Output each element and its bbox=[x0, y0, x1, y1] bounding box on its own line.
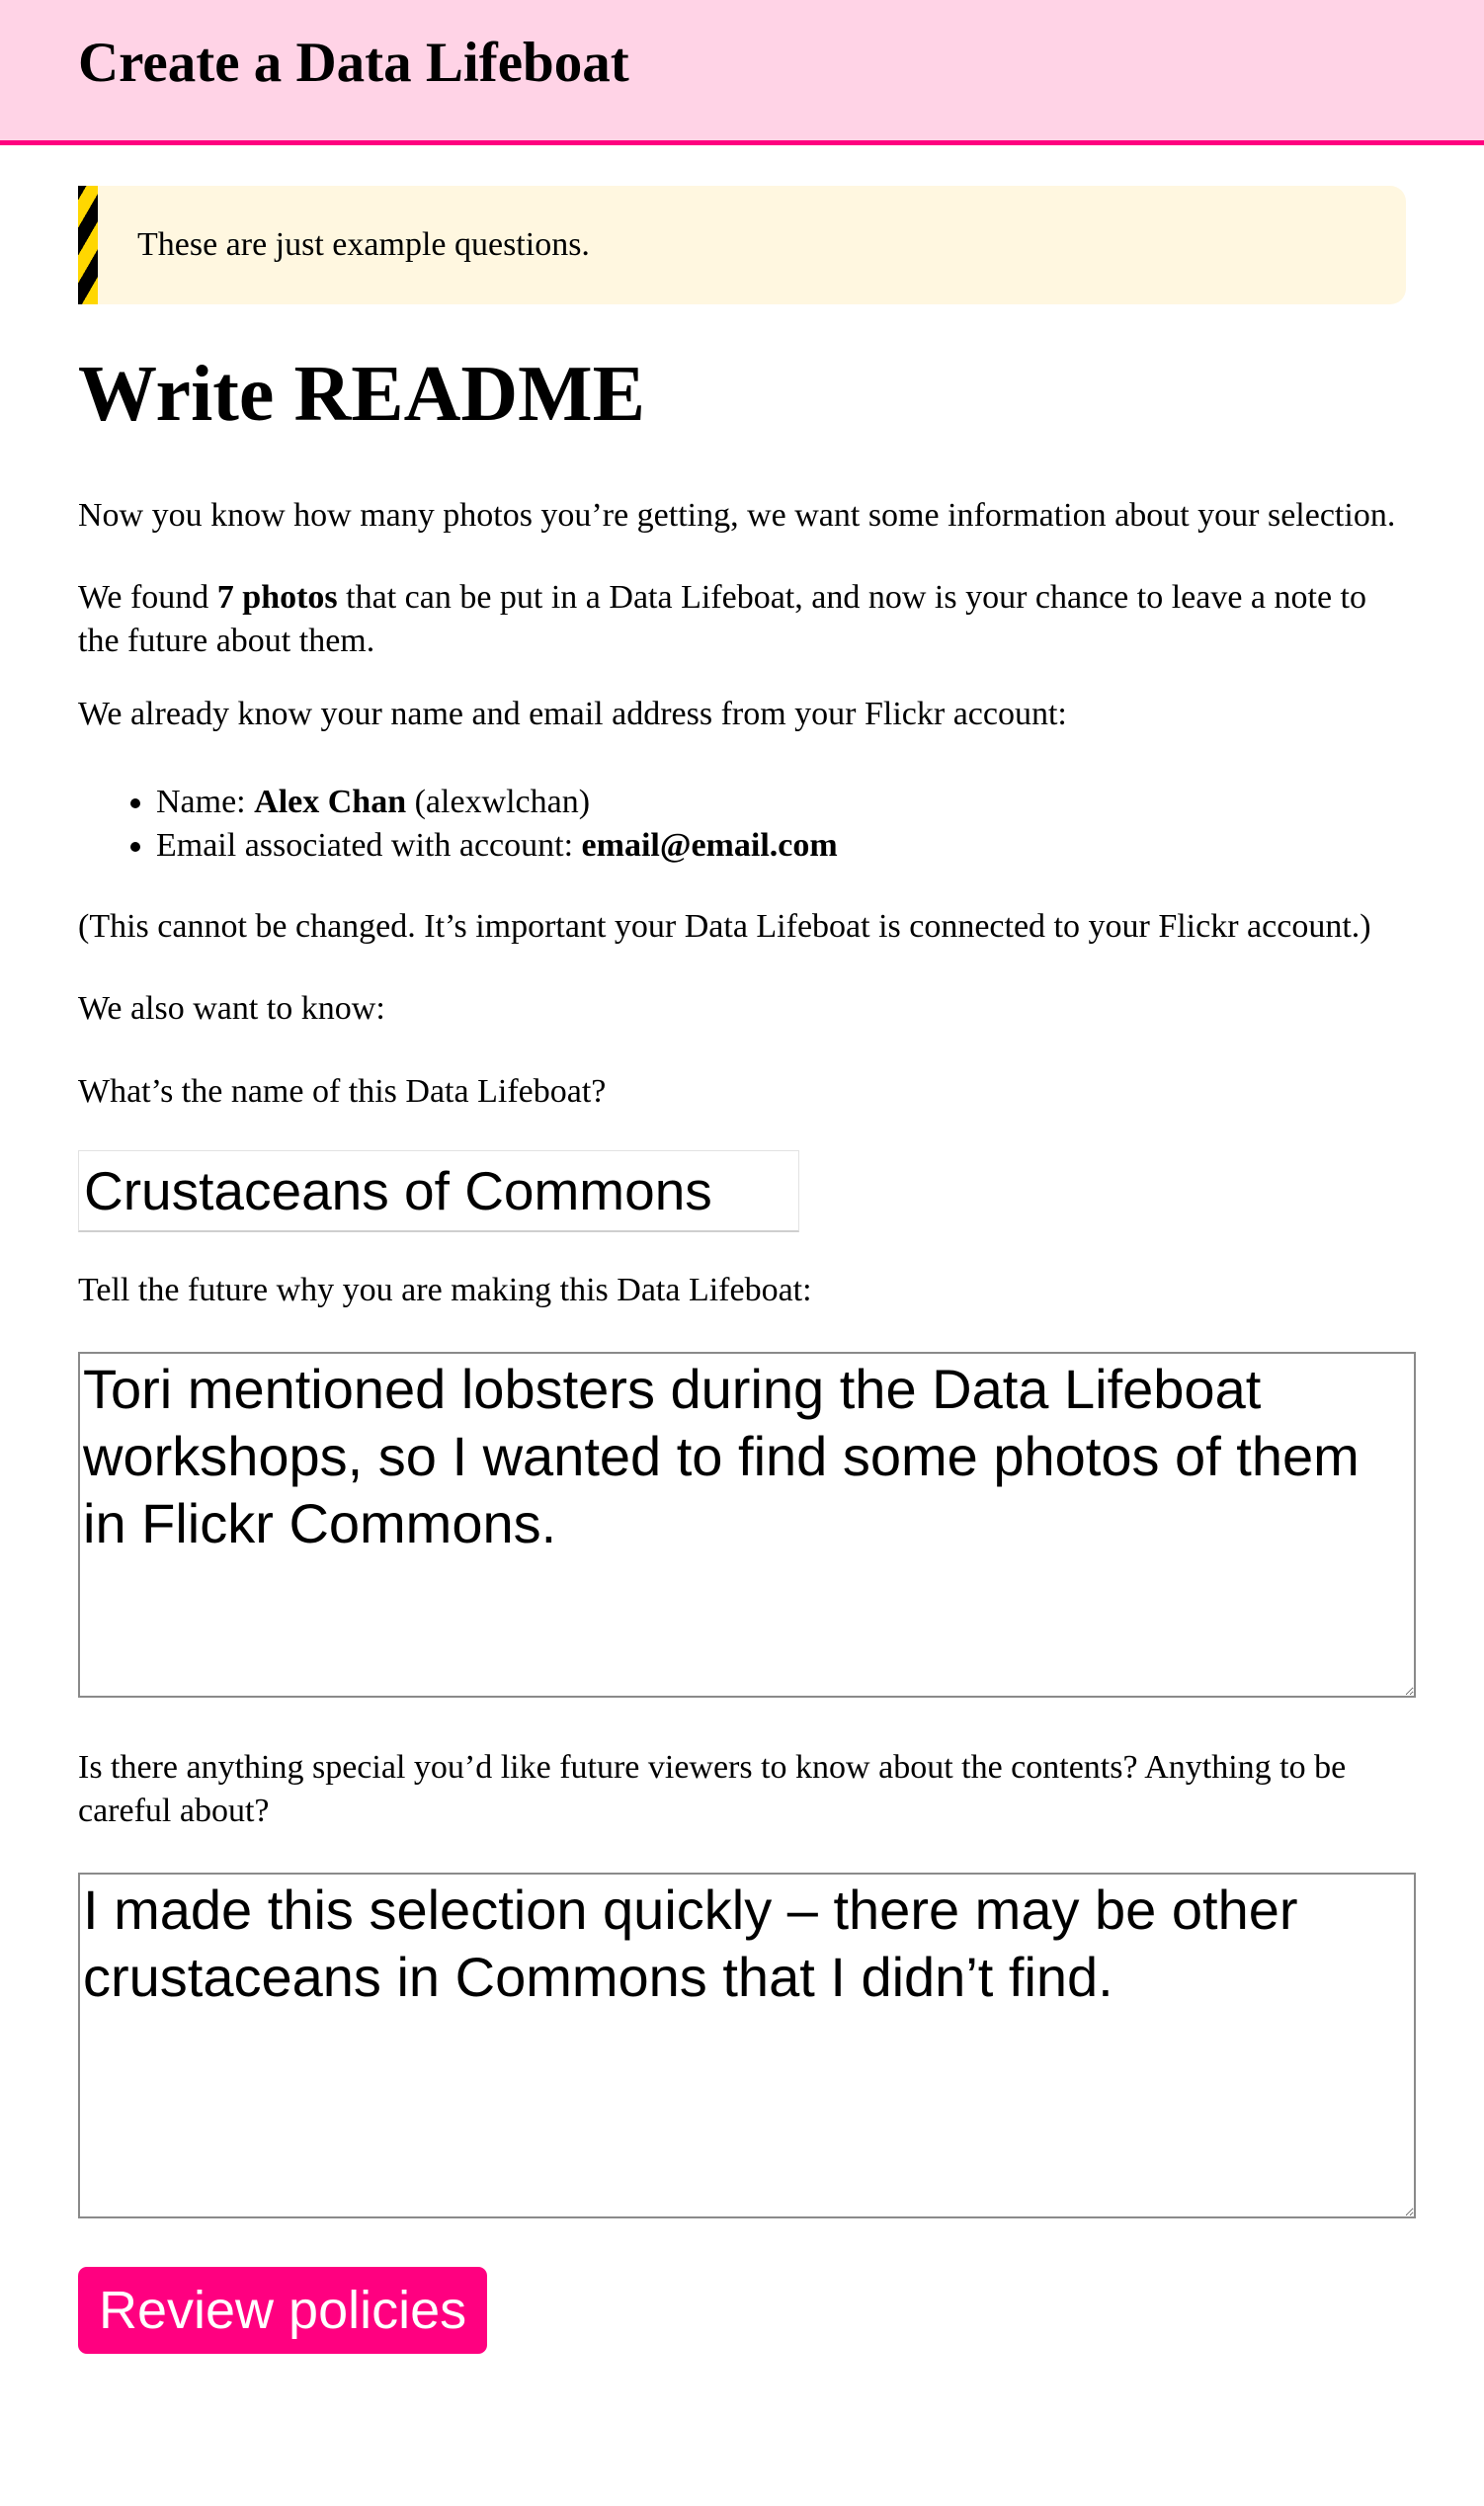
photo-count-paragraph bbox=[78, 576, 1406, 663]
purpose-textarea[interactable] bbox=[78, 1352, 1416, 1698]
account-name-item bbox=[156, 781, 1406, 824]
page-header bbox=[0, 0, 1484, 145]
account-email-item bbox=[156, 824, 1406, 868]
special-notes-textarea[interactable] bbox=[78, 1873, 1416, 2218]
photo-count-suffix: that can be put in a Data Lifeboat, and now is your chance to leave a note to the future about them. bbox=[78, 579, 1366, 659]
lifeboat-name-label: What’s the name of this Data Lifeboat? bbox=[78, 1073, 607, 1110]
intro-paragraph: Now you know how many photos you’re getting, we want some information about your selection. bbox=[78, 497, 1396, 534]
review-policies-button[interactable]: Review policies bbox=[78, 2267, 487, 2354]
callout-text: These are just example questions. bbox=[137, 226, 590, 263]
purpose-label: Tell the future why you are making this Data Lifeboat: bbox=[78, 1272, 812, 1308]
also-want-heading: We also want to know: bbox=[78, 990, 385, 1027]
special-notes-label: Is there anything special you’d like future viewers to know about the contents? Anything to be careful about? bbox=[78, 1749, 1347, 1829]
account-details-list bbox=[78, 781, 1406, 868]
account-email: email@email.com bbox=[581, 827, 838, 864]
hazard-stripe-icon bbox=[78, 186, 98, 304]
app-title: Create a Data Lifeboat bbox=[78, 32, 629, 94]
main-content bbox=[0, 186, 1484, 2354]
name-label: Name: bbox=[156, 784, 255, 820]
account-name: Alex Chan bbox=[254, 784, 407, 820]
account-username: (alexwlchan) bbox=[406, 784, 591, 820]
cannot-change-note: (This cannot be changed. It’s important your Data Lifeboat is connected to your Flickr account.) bbox=[78, 908, 1371, 945]
email-label: Email associated with account: bbox=[156, 827, 582, 864]
photo-count-prefix: We found bbox=[78, 579, 217, 616]
photo-count: 7 photos bbox=[216, 579, 338, 616]
account-intro: We already know your name and email address from your Flickr account: bbox=[78, 696, 1067, 732]
lifeboat-name-input[interactable] bbox=[78, 1150, 799, 1232]
page-title: Write README bbox=[78, 351, 645, 438]
example-warning-callout bbox=[78, 186, 1406, 304]
